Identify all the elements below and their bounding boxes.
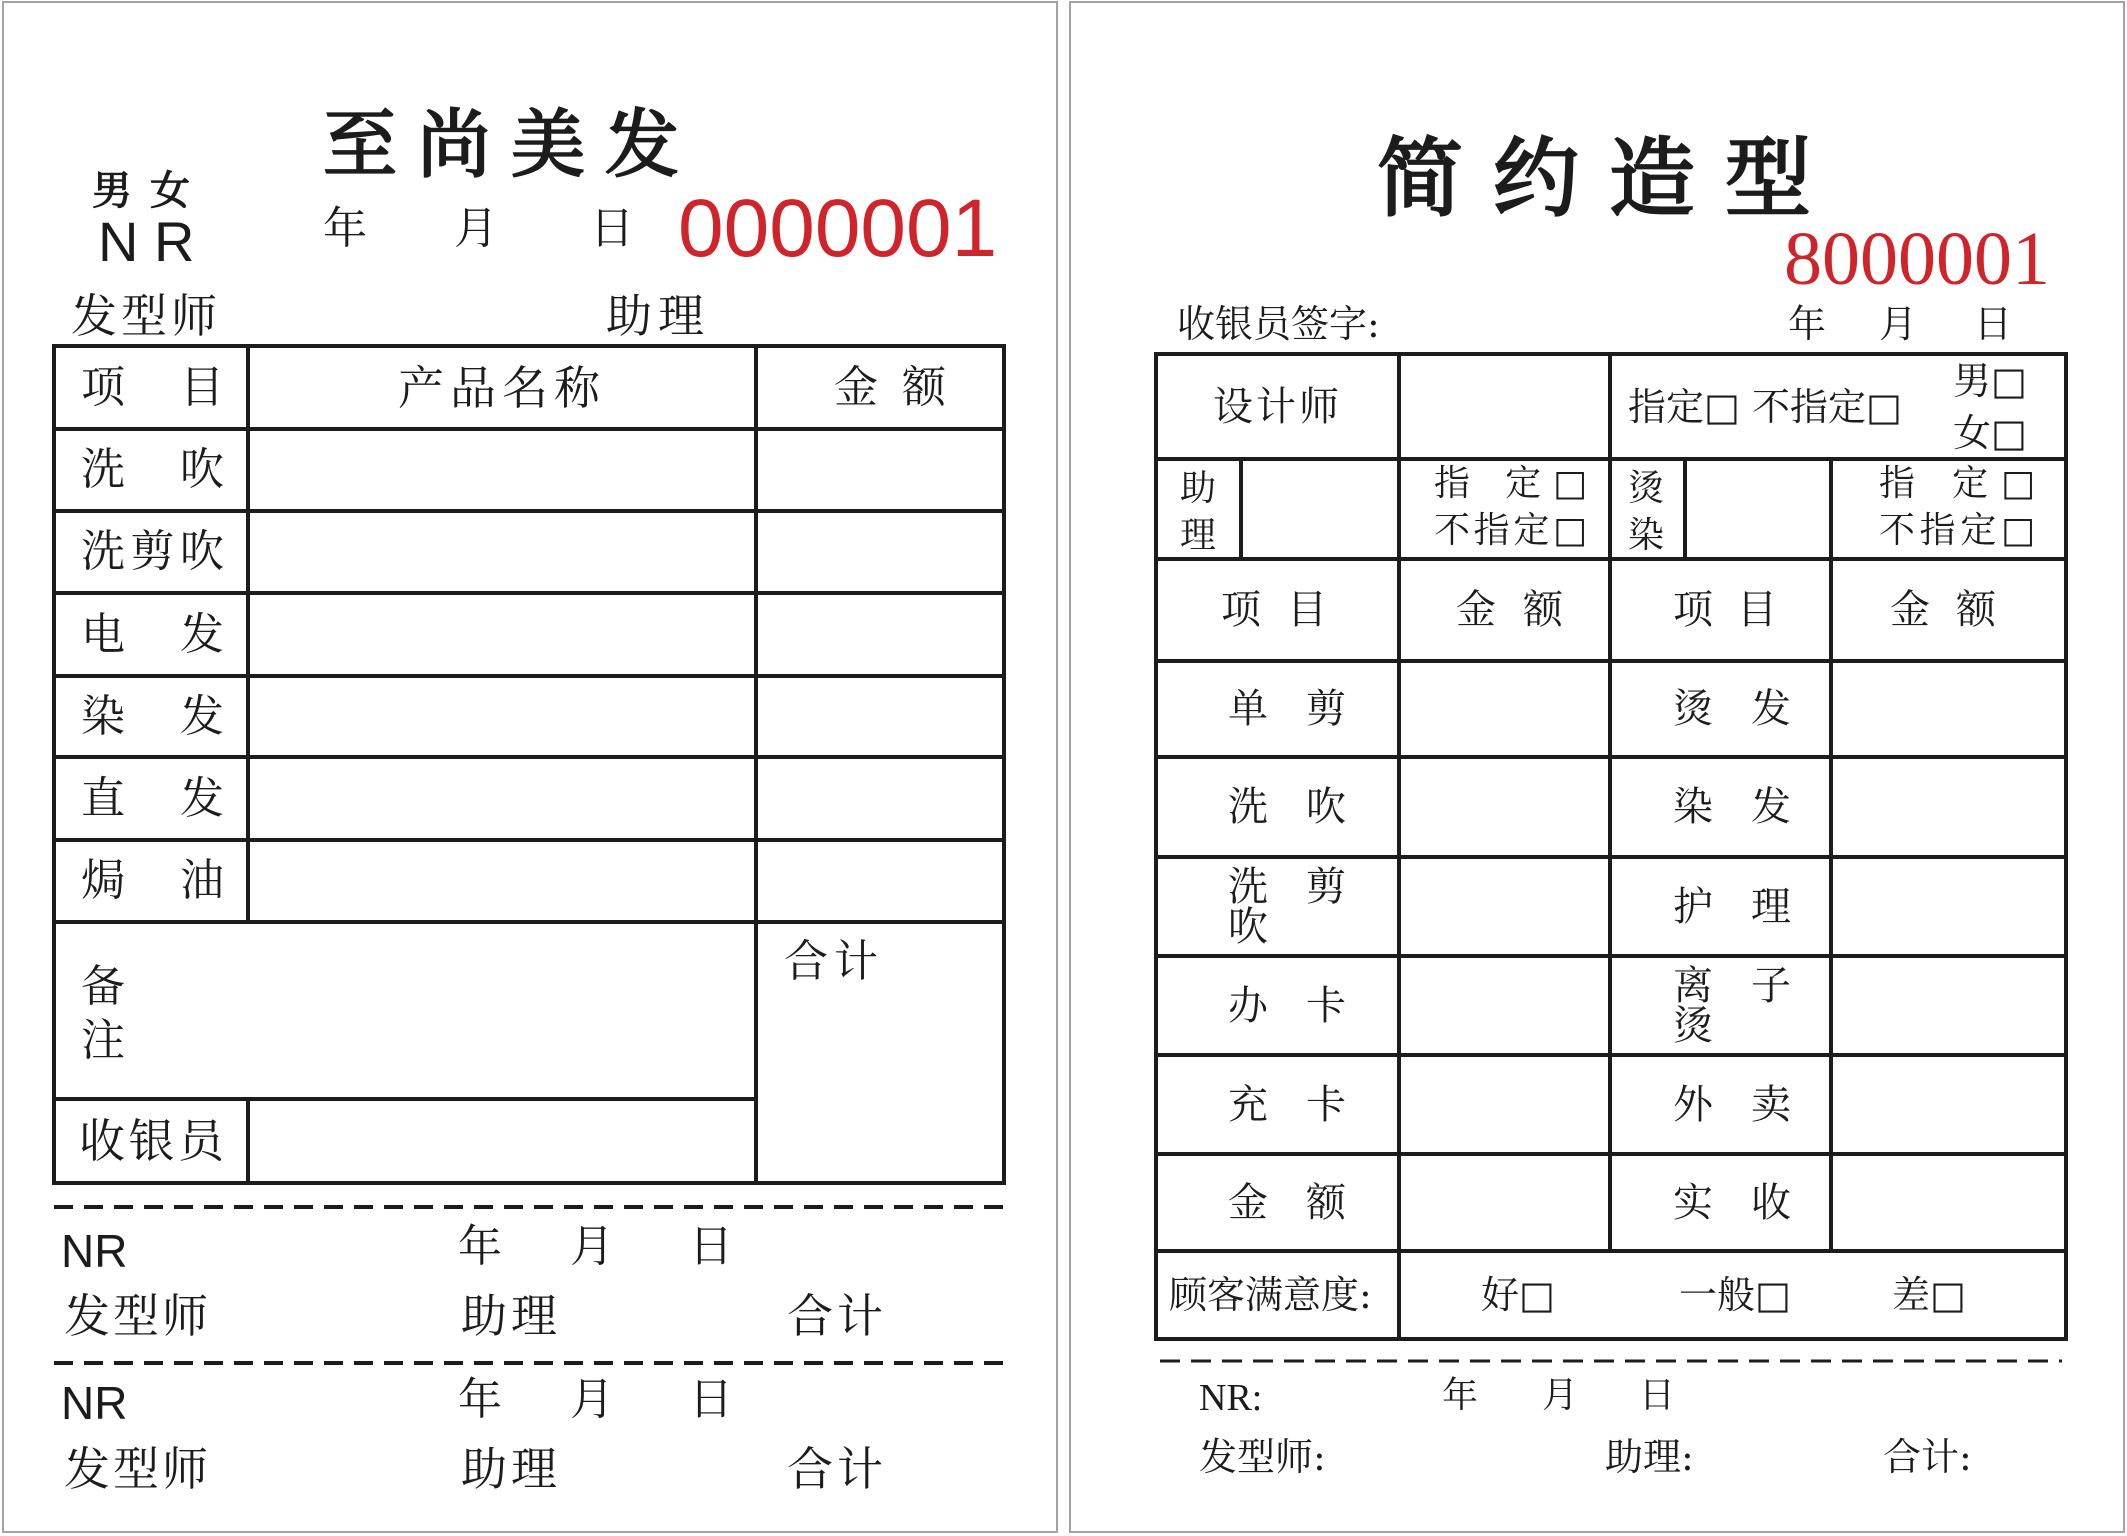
service-label: 直 发 — [81, 772, 224, 824]
stub-day-label: 日 — [689, 1374, 733, 1425]
item-label-right: 染 发 — [1673, 784, 1791, 830]
table-header-cell — [81, 346, 224, 429]
satisfaction-poor-checkbox: 差□ — [1892, 1273, 1966, 1317]
stylist-label: 发型师 — [71, 289, 221, 343]
designer-cell — [1156, 354, 1399, 459]
table-row — [1673, 757, 1791, 857]
stub-total-label: 合计: — [1883, 1435, 1972, 1479]
stub-nr-label: NR — [61, 1377, 128, 1429]
stub-year-label: 年 — [1442, 1375, 1479, 1416]
cashier-signature-label: 收银员签字: — [1177, 302, 1380, 346]
perm-dye-assigned-checkbox: 指 定□ — [1879, 463, 2035, 504]
table-row — [1673, 1055, 1791, 1154]
table-row — [1228, 661, 1346, 757]
stub-nr-label: NR — [61, 1225, 128, 1277]
designer-assignment-cell — [1628, 354, 1902, 459]
date-month-label: 月 — [454, 203, 498, 254]
table-header-cell — [248, 346, 756, 429]
gender-female-checkbox: 女□ — [1953, 411, 2027, 455]
serial-number: 8000001 — [1784, 217, 2050, 301]
satisfaction-average-checkbox: 一般□ — [1679, 1273, 1791, 1317]
table-row — [1673, 956, 1791, 1055]
stub-month-label: 月 — [570, 1221, 614, 1272]
table-row — [1673, 1154, 1791, 1251]
header-product: 产品名称 — [398, 360, 606, 415]
table-row — [81, 429, 224, 511]
table-row — [1228, 757, 1346, 857]
designer-label: 设计师 — [1213, 383, 1342, 430]
table-row — [1228, 1154, 1346, 1251]
item-label-right: 外 卖 — [1673, 1081, 1791, 1128]
nr-label: N R — [98, 210, 195, 273]
stub-assistant-label: 助理: — [1605, 1435, 1694, 1479]
service-label: 电 发 — [81, 608, 224, 660]
table-row — [81, 757, 224, 840]
table-row — [1228, 956, 1346, 1055]
stub-month-label: 月 — [1542, 1375, 1579, 1416]
header-item-right: 项 目 — [1673, 587, 1777, 633]
date-year-label: 年 — [1788, 302, 1827, 346]
stub-stylist-label: 发型师: — [1199, 1435, 1326, 1479]
date-day-label: 日 — [590, 203, 634, 254]
right-form-title: 简约造型 — [1377, 128, 1841, 229]
satisfaction-option — [1892, 1251, 1966, 1339]
item-label-right: 烫 发 — [1673, 686, 1791, 732]
table-row — [81, 593, 224, 676]
table-header-cell — [1673, 559, 1777, 661]
header-item-left: 项 目 — [1221, 587, 1327, 633]
stub-year-label: 年 — [458, 1374, 502, 1425]
stub-assistant-label: 助理 — [461, 1289, 561, 1343]
table-row — [1228, 857, 1346, 956]
service-label: 洗剪吹 — [81, 526, 224, 577]
cashier-row — [79, 1099, 224, 1183]
item-label-left: 充 卡 — [1228, 1081, 1346, 1128]
satisfaction-cell — [1169, 1251, 1372, 1339]
header-item: 项 目 — [81, 361, 224, 413]
serial-number: 0000001 — [678, 183, 998, 274]
table-row — [1673, 661, 1791, 757]
satisfaction-option — [1481, 1251, 1555, 1339]
assistant-assigned-checkbox: 指 定□ — [1434, 463, 1587, 504]
table-header-cell — [1456, 559, 1563, 661]
gender-label: 男女 — [92, 167, 208, 214]
stub-nr-label: NR: — [1199, 1377, 1263, 1419]
satisfaction-label: 顾客满意度: — [1169, 1273, 1372, 1317]
stub-stylist-label: 发型师 — [64, 1442, 211, 1496]
table-row — [1673, 857, 1791, 956]
stub-total-label: 合计 — [787, 1289, 887, 1343]
item-label-left: 办 卡 — [1228, 982, 1346, 1029]
item-label-left: 洗 吹 — [1228, 784, 1346, 830]
table-row — [81, 840, 224, 922]
stub-stylist-label: 发型师 — [64, 1289, 211, 1343]
item-label-left: 金 额 — [1228, 1179, 1346, 1226]
assistant-label: 助理 — [1180, 468, 1217, 556]
service-label: 焗 油 — [81, 855, 224, 906]
table-header-cell — [1221, 559, 1327, 661]
table-header-cell — [1890, 559, 1996, 661]
header-amount-right: 金 额 — [1890, 587, 1996, 633]
table-row — [81, 676, 224, 757]
assistant-label: 助理 — [606, 289, 710, 343]
cashier-label: 收银员 — [79, 1114, 224, 1168]
item-label-right: 实 收 — [1673, 1179, 1791, 1226]
item-label-left: 单 剪 — [1228, 686, 1346, 732]
item-label-right: 离子烫 — [1673, 962, 1791, 1049]
table-row — [1228, 1055, 1346, 1154]
date-year-label: 年 — [323, 203, 367, 254]
designer-assignment: 指定□ 不指定□ — [1628, 384, 1902, 429]
total-label: 合计 — [784, 936, 884, 987]
header-amount: 金 额 — [834, 361, 946, 413]
left-form-title: 至尚美发 — [323, 102, 699, 188]
satisfaction-good-checkbox: 好□ — [1481, 1273, 1555, 1317]
item-label-right: 护 理 — [1673, 883, 1791, 930]
assistant-unassigned-checkbox: 不指定□ — [1434, 510, 1587, 551]
stub-day-label: 日 — [1639, 1375, 1676, 1416]
stub-total-label: 合计 — [787, 1442, 887, 1496]
service-label: 染 发 — [81, 690, 224, 742]
remarks-label: 备注 — [81, 961, 125, 1066]
table-header-cell — [834, 346, 946, 429]
date-month-label: 月 — [1879, 302, 1918, 346]
satisfaction-option — [1679, 1251, 1791, 1339]
stub-day-label: 日 — [689, 1221, 733, 1272]
stub-year-label: 年 — [458, 1221, 502, 1272]
table-row — [81, 511, 224, 593]
perm-dye-label: 烫染 — [1628, 468, 1665, 556]
date-day-label: 日 — [1974, 302, 2013, 346]
perm-dye-unassigned-checkbox: 不指定□ — [1879, 510, 2035, 551]
header-amount-left: 金 额 — [1456, 587, 1563, 633]
service-label: 洗 吹 — [81, 444, 224, 495]
stub-month-label: 月 — [570, 1374, 614, 1425]
gender-male-checkbox: 男□ — [1953, 359, 2027, 403]
item-label-left: 洗剪吹 — [1228, 863, 1346, 950]
stub-assistant-label: 助理 — [461, 1442, 561, 1496]
